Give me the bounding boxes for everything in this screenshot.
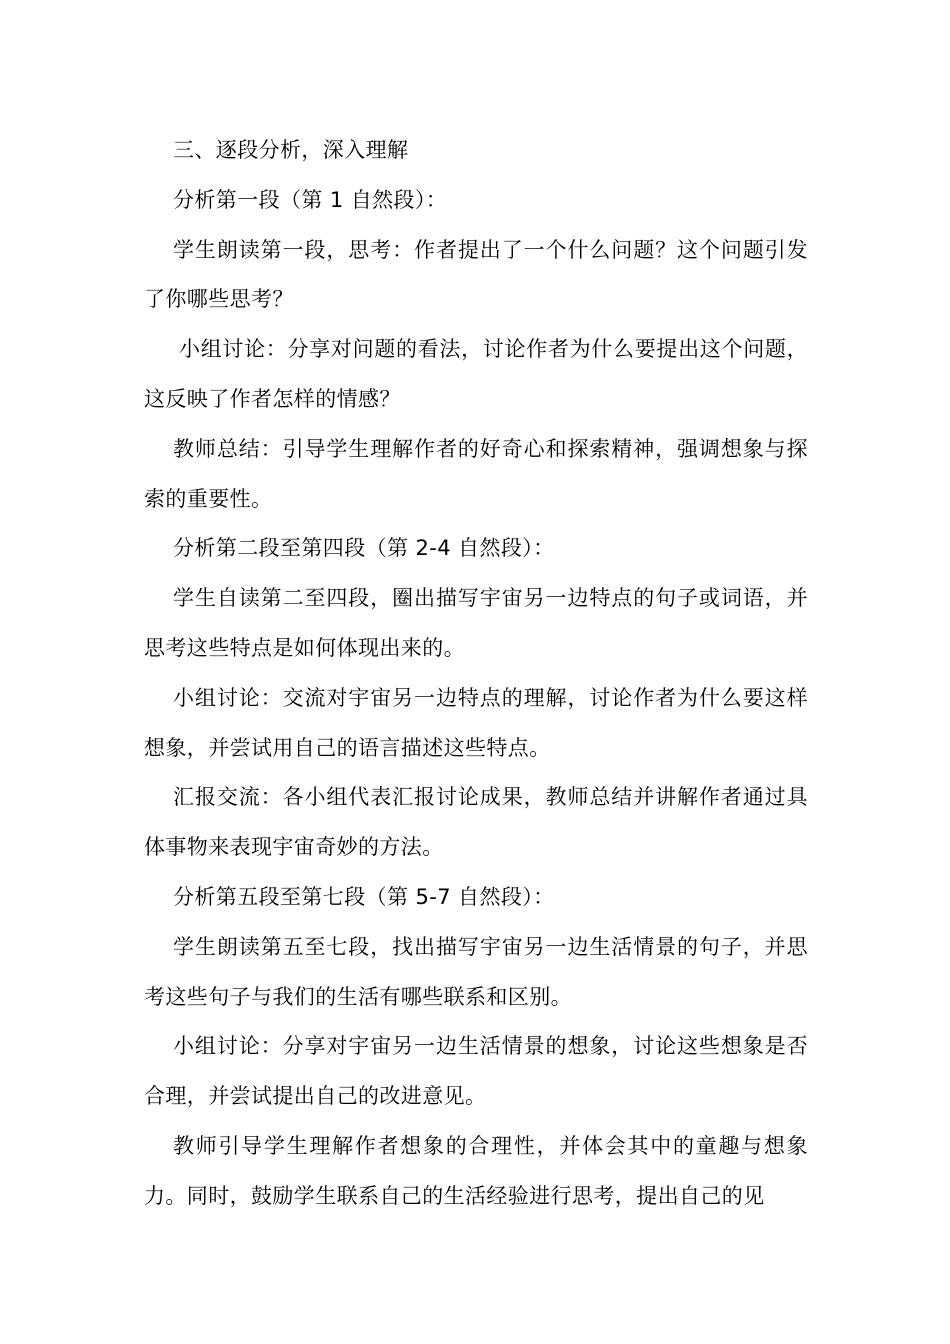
section-heading: 三、逐段分析，深入理解	[173, 138, 409, 162]
paragraph-student-reading-2: 学生自读第二至四段，圈出描写宇宙另一边特点的句子或词语，并思考这些特点是如何体现出来的。	[144, 586, 808, 660]
paragraph-group-discussion-1: 小组讨论：分享对问题的看法，讨论作者为什么要提出这个问题，这反映了作者怎样的情感？	[144, 337, 808, 411]
paragraph-student-reading-1: 学生朗读第一段，思考：作者提出了一个什么问题？这个问题引发了你哪些思考？	[144, 237, 808, 312]
paragraph-teacher-summary-1: 教师总结：引导学生理解作者的好奇心和探索精神，强调想象与探索的重要性。	[144, 436, 808, 511]
paragraph-group-discussion-3: 小组讨论：分享对宇宙另一边生活情景的想象，讨论这些想象是否合理，并尝试提出自己的改进意见。	[144, 1034, 808, 1109]
document-body	[144, 126, 808, 1222]
paragraph-student-reading-3: 学生朗读第五至七段，找出描写宇宙另一边生活情景的句子，并思考这些句子与我们的生活有哪些联系和区别。	[144, 934, 808, 1009]
paragraph-teacher-guidance: 教师引导学生理解作者想象的合理性，并体会其中的童趣与想象力。同时，鼓励学生联系自己的生活经验进行思考，提出自己的见	[144, 1133, 808, 1208]
paragraph-report-exchange: 汇报交流：各小组代表汇报讨论成果，教师总结并讲解作者通过具体事物来表现宇宙奇妙的方法。	[144, 785, 808, 860]
subsection-heading-paragraphs-5-7: 分析第五段至第七段（第 5-7 自然段）：	[173, 884, 555, 909]
subsection-heading-paragraph-1: 分析第一段（第 1 自然段）：	[173, 187, 448, 212]
subsection-heading-paragraphs-2-4: 分析第二段至第四段（第 2-4 自然段）：	[173, 536, 555, 561]
paragraph-group-discussion-2: 小组讨论：交流对宇宙另一边特点的理解，讨论作者为什么要这样想象，并尝试用自己的语言描述这些特点。	[144, 685, 808, 760]
